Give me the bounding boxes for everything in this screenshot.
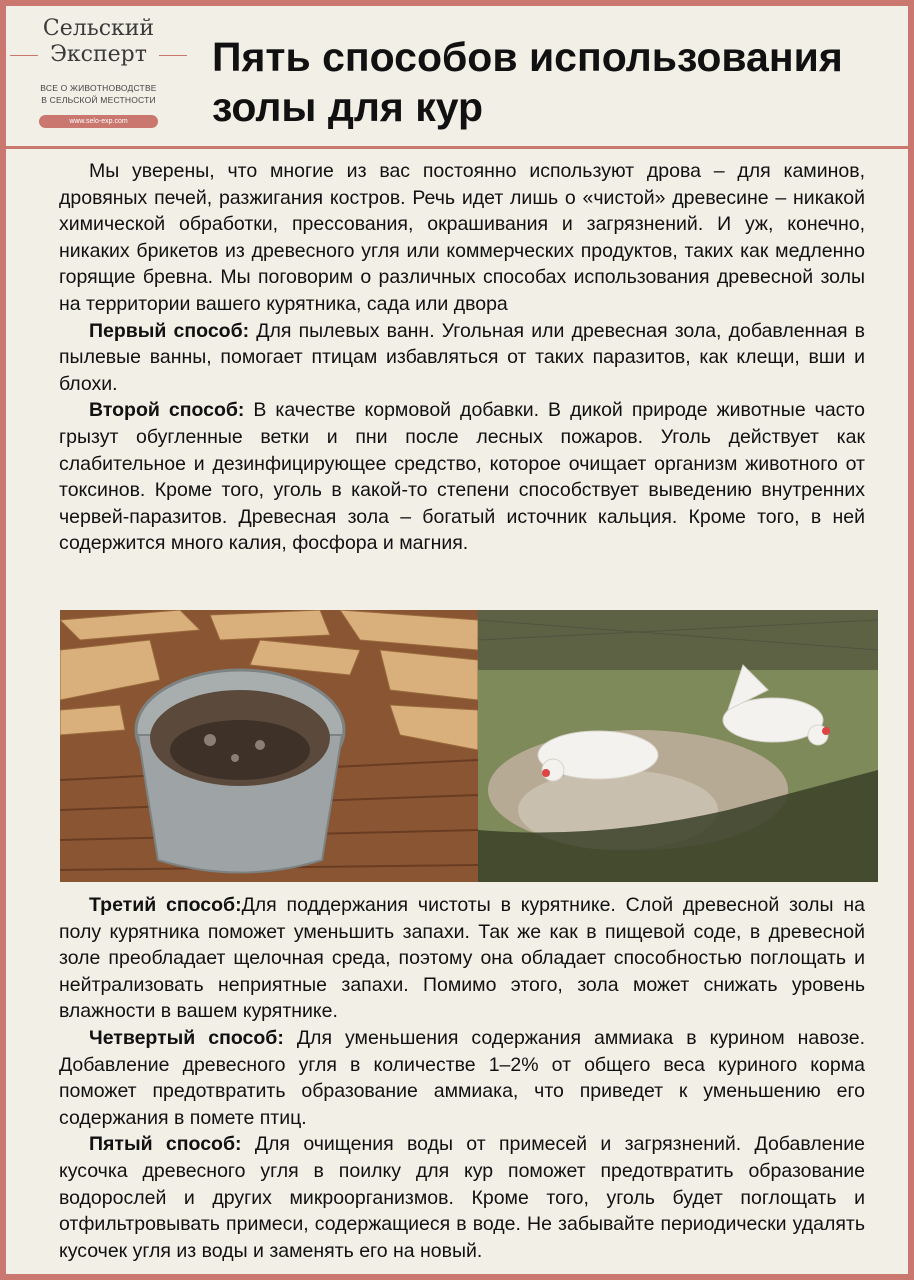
method-2-label: Второй способ: [89,399,245,422]
method-4-text: Для уменьшения содержания аммиака в курином навозе. Добавление древесного угля в количестве 1–2% от общего веса куриного корма поможет предотвратить образование аммиака, что приведет к уменьшению его содержания в помете птиц. [59,1026,866,1129]
method-2 [59,397,865,557]
logo-url-badge[interactable]: www.selo-exp.com [39,115,157,128]
logo-line2 [16,42,181,68]
intro-paragraph: Мы уверены, что многие из вас постоянно используют дрова – для каминов, дровяных печей, разжигания костров. Речь идет лишь о «чистой» древесине – никакой химической обработки, прессования, окрашивания и загрязнений. И уж, конечно, никаких брикетов из древесного угля или коммерческих продуктов, таких как медленно горящие бревна. Мы поговорим о различных способах использования древесной золы на территории вашего курятника, сада или двора [59,160,865,315]
logo-line1: Сельский [42,16,155,41]
method-5-label: Пятый способ: [89,1133,242,1156]
chickens-dust-bath-photo [478,610,878,882]
article-bottom [59,892,865,1264]
method-4-label: Четвертый способ: [89,1026,284,1049]
page [6,6,908,1274]
method-2-text: В качестве кормовой добавки. В дикой природе животные часто грызут обугленные ветки и пни после лесных пожаров. Уголь действует как слабительное и дезинфицирующее средство, которое очищает организм животного от токсинов. Кроме того, уголь в какой-то степени способствует выведению внутренних червей-паразитов. Древесная зола – богатый источник кальция. Кроме того, в ней содержится много калия, фосфора и магния. [59,399,865,555]
method-3-label: Третий способ: [89,894,242,916]
logo-tagline [16,82,181,106]
method-3-text: Для поддержания чистоты в курятнике. Слой древесной золы на полу курятника поможет уменьшить запахи. Так же как в пищевой соде, в древесной золе преобладает щелочная среда, поэтому она обладает способностью поглощать и нейтрализовать неприятные запахи. Помимо этого, зола может снижать уровень влажности в вашем курятнике. [59,894,866,1023]
method-1-text: Для пылевых ванн. Угольная или древесная зола, добавленная в пылевые ванны, помогает птицам избавляться от таких паразитов, как клещи, вши и блохи. [59,319,866,395]
page-title: Пять способов использования золы для кур [212,34,843,130]
method-5 [59,1131,865,1264]
logo-tagline-1: ВСЕ О ЖИВОТНОВОДСТВЕ [40,83,157,93]
method-1 [59,318,865,398]
article-top [59,158,865,557]
method-4 [59,1025,865,1131]
ash-bucket-photo [60,610,478,882]
method-1-label: Первый способ: [89,319,250,342]
logo-line2-text: Эксперт [50,42,147,67]
logo-rule-left [10,55,38,56]
logo[interactable] [16,16,181,141]
method-3 [59,892,865,1025]
logo-rule-right [159,55,187,56]
method-5-text: Для очищения воды от примесей и загрязнений. Добавление кусочка древесного угля в поилку для кур поможет предотвратить образование водорослей и других микроорганизмов. Кроме того, уголь будет поглощать и отфильтровывать примеси, содержащиеся в воде. Не забывайте периодически удалять кусочек угля из воды и заменять его на новый. [59,1133,865,1262]
logo-tagline-2: В СЕЛЬСКОЙ МЕСТНОСТИ [41,95,156,105]
header [6,6,908,149]
